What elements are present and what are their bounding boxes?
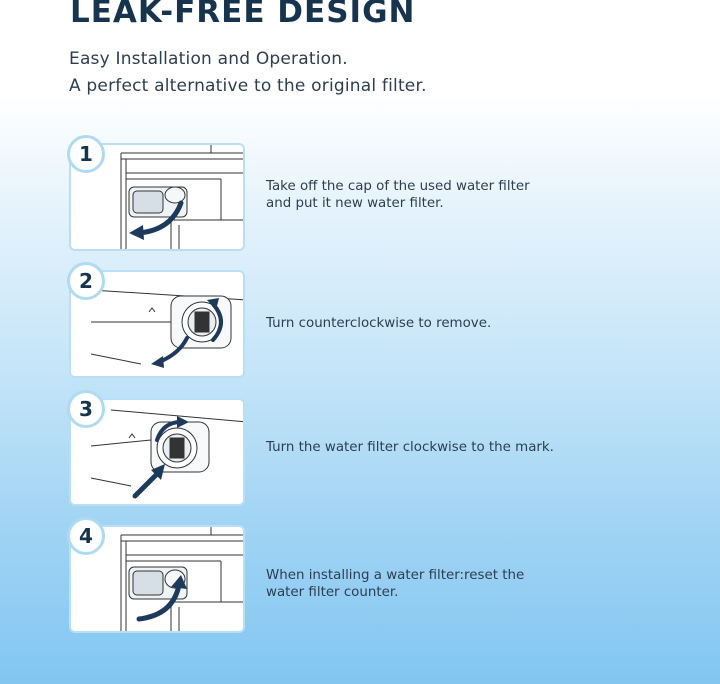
step-1-text-line-1: Take off the cap of the used water filter bbox=[266, 179, 530, 194]
step-3-text-line-1: Turn the water filter clockwise to the mark. bbox=[266, 440, 554, 455]
subtitle-line-1: Easy Installation and Operation. bbox=[69, 49, 348, 69]
step-2-description bbox=[266, 315, 596, 332]
step-1 bbox=[0, 143, 720, 255]
step-2-text-line-1: Turn counterclockwise to remove. bbox=[266, 316, 492, 331]
step-3-number-badge: 3 bbox=[67, 390, 105, 428]
step-2 bbox=[0, 270, 720, 382]
step-2-number-badge: 2 bbox=[67, 262, 105, 300]
step-4 bbox=[0, 525, 720, 637]
step-4-description bbox=[266, 567, 596, 601]
step-3 bbox=[0, 398, 720, 510]
step-3-description bbox=[266, 439, 596, 456]
step-4-text-line-1: When installing a water filter:reset the bbox=[266, 568, 525, 583]
subtitle-line-2: A perfect alternative to the original filter. bbox=[69, 76, 427, 96]
step-4-text-line-2: water filter counter. bbox=[266, 585, 399, 600]
page-title: LEAK-FREE DESIGN bbox=[70, 0, 416, 30]
step-1-number-badge: 1 bbox=[67, 135, 105, 173]
step-1-description bbox=[266, 178, 596, 212]
step-1-text-line-2: and put it new water filter. bbox=[266, 196, 444, 211]
step-4-number-badge: 4 bbox=[67, 517, 105, 555]
